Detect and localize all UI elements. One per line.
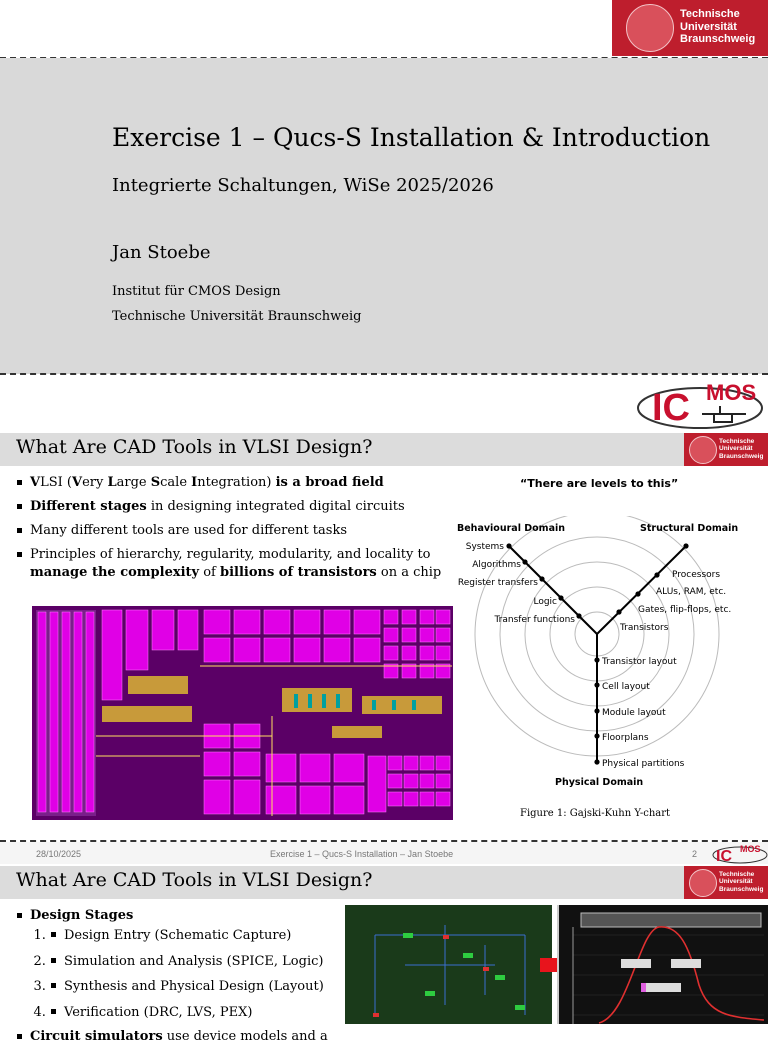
ychart-structural-label: Structural Domain — [640, 523, 739, 534]
author-name: Jan Stoebe — [112, 242, 211, 263]
tubs-logo: Technische Universität Braunschweig — [612, 0, 768, 56]
university-name: Technische Universität Braunschweig — [112, 309, 362, 324]
bullet-principles: Principles of hierarchy, regularity, modularity, and locality to manage the complexity of billions of transistors on a chip — [16, 546, 446, 582]
ychart-behavioural-item: Systems — [465, 542, 504, 552]
ychart-physical-label: Physical Domain — [555, 777, 644, 788]
slide2-bullets — [16, 474, 446, 588]
ychart-physical-item: Transistor layout — [602, 657, 677, 667]
ychart-physical-item: Physical partitions — [602, 759, 685, 769]
tubs-seal-icon — [689, 436, 717, 464]
chip-layout-image — [32, 606, 453, 820]
ychart-physical-item: Floorplans — [602, 733, 649, 743]
waveform-screenshot — [557, 905, 768, 1024]
tubs-logo-small: Technische Universität Braunschweig — [684, 433, 768, 466]
icmos-mos-text: MOS — [740, 844, 761, 854]
gajski-kuhn-y-chart — [454, 516, 744, 826]
slide2-footer — [0, 842, 768, 864]
ychart-behavioural-label: Behavioural Domain — [457, 523, 565, 534]
ychart-behavioural-item: Logic — [533, 597, 557, 607]
title-band — [0, 58, 768, 374]
icmos-ic-text: IC — [652, 387, 690, 429]
slide3-content — [16, 907, 346, 1052]
bullet-tools: Many different tools are used for different tasks — [16, 522, 446, 540]
ychart-structural-item: ALUs, RAM, etc. — [656, 587, 727, 597]
design-stage-item: 1. Design Entry (Schematic Capture) — [50, 926, 346, 946]
slide3-title: What Are CAD Tools in VLSI Design? — [16, 869, 373, 891]
bullet-design-stages: Design Stages 1. Design Entry (Schematic Capture) 2. Simulation and Analysis (SPICE, Logic) 3. Synthesis and Physical Design (Layout) 4. Verification (DRC, LVS, PEX) — [16, 907, 346, 1022]
ychart-behavioural-item: Algorithms — [472, 560, 521, 570]
footer-page: 2 — [692, 849, 698, 859]
design-stages-list — [30, 926, 346, 1022]
ychart-structural-item: Transistors — [620, 623, 669, 633]
footer-date: 28/10/2025 — [36, 849, 82, 859]
chip-layout-drawing — [32, 606, 453, 820]
bullet-simulators: Circuit simulators use device models and a — [16, 1028, 346, 1046]
tubs-seal-icon — [626, 4, 674, 52]
schematic-screenshot — [345, 905, 552, 1024]
ychart-physical-item: Module layout — [602, 708, 666, 718]
icmos-ic-text: IC — [716, 848, 732, 864]
quote-text: “There are levels to this” — [520, 477, 679, 490]
ychart-caption: Figure 1: Gajski-Kuhn Y-chart — [520, 808, 671, 819]
ychart-behavioural-item: Register transfers — [457, 578, 538, 588]
design-stage-item: 3. Synthesis and Physical Design (Layout) — [50, 977, 346, 997]
slide2-title: What Are CAD Tools in VLSI Design? — [16, 436, 373, 458]
design-stage-item: 4. Verification (DRC, LVS, PEX) — [50, 1003, 346, 1023]
slide-separator — [0, 373, 768, 375]
icmos-mos-text: MOS — [706, 380, 757, 405]
ychart-physical-item: Cell layout — [602, 682, 650, 692]
icmos-logo-small — [710, 842, 768, 864]
slide1-subtitle: Integrierte Schaltungen, WiSe 2025/2026 — [112, 175, 494, 196]
footer-title: Exercise 1 – Qucs-S Installation – Jan Stoebe — [270, 849, 454, 859]
design-stage-item: 2. Simulation and Analysis (SPICE, Logic) — [50, 952, 346, 972]
ychart-structural-item: Gates, flip-flops, etc. — [638, 605, 732, 615]
bullet-stages: Different stages in designing integrated digital circuits — [16, 498, 446, 516]
institute-name: Institut für CMOS Design — [112, 284, 281, 299]
tubs-seal-icon — [689, 869, 717, 897]
icmos-logo — [636, 376, 766, 432]
slide3-header — [0, 866, 768, 899]
bullet-vlsi: VLSI (Very Large Scale Integration) is a broad field — [16, 474, 446, 492]
slide1-title: Exercise 1 – Qucs-S Installation & Introduction — [112, 123, 711, 152]
tubs-logo-small: Technische Universität Braunschweig — [684, 866, 768, 899]
ychart-behavioural-item: Transfer functions — [494, 615, 575, 625]
ychart-structural-item: Processors — [672, 570, 721, 580]
slide2-header — [0, 433, 768, 466]
